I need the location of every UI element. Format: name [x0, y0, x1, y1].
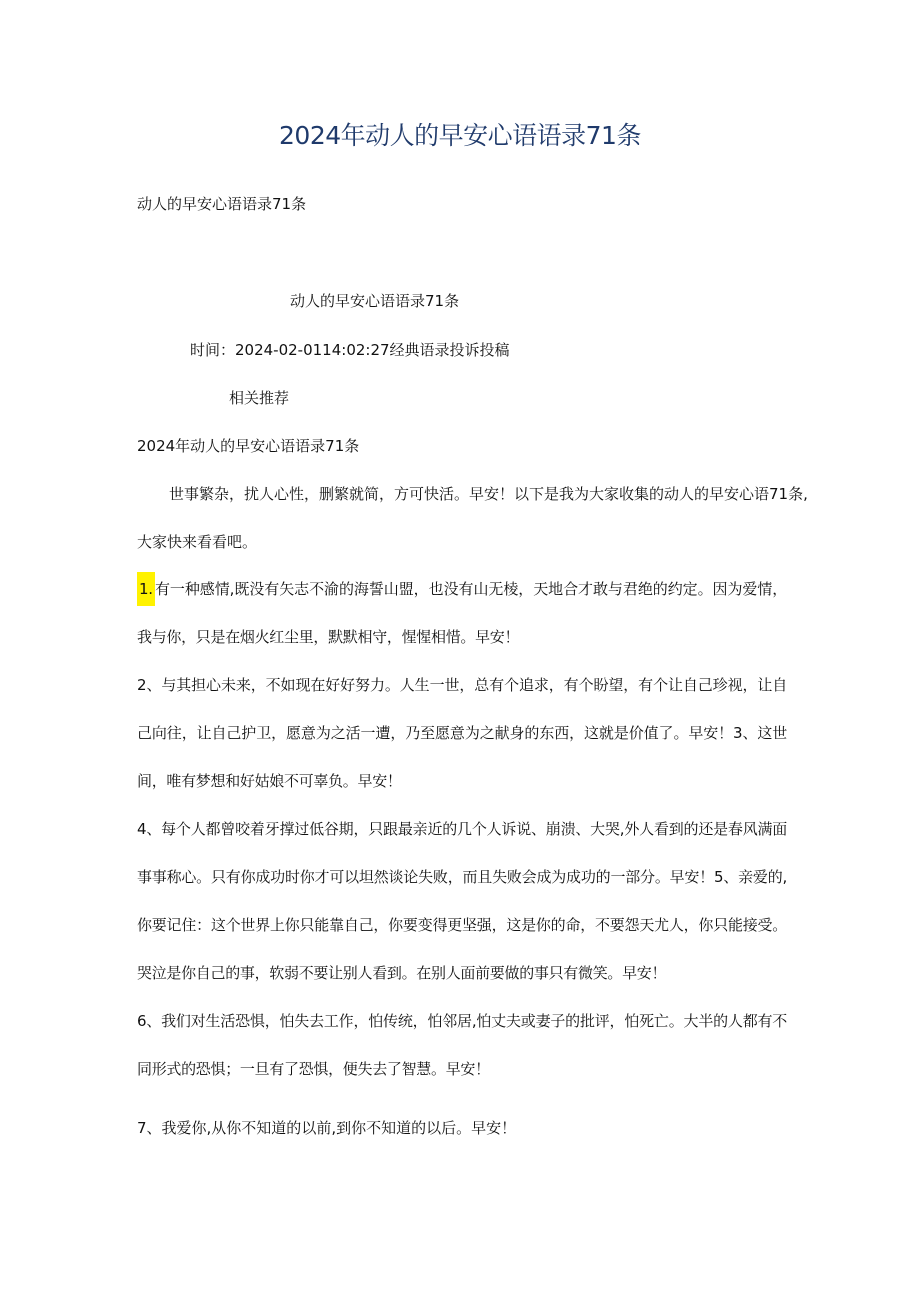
intro-paragraph-end: 大家快来看看吧。	[137, 533, 258, 551]
highlight-marker: 1.	[137, 572, 155, 606]
article-meta: 时间：2024-02-0114:02:27经典语录投诉投稿	[190, 341, 510, 359]
quote-2: 2、与其担心未来，不如现在好好努力。人生一世，总有个追求，有个盼望，有个让自己珍视，让自己向往，让自己护卫，愿意为之活一遭，乃至愿意为之献身的东西，这就是价值了。早安！3、这世间，唯有梦想和好姑娘不可辜负。早安！	[137, 676, 787, 790]
quote-1-text: 有一种感情,既没有矢志不渝的海誓山盟，也没有山无棱，天地合才敢与君绝的约定。因为爱情，我与你，只是在烟火红尘里，默默相守，惺惺相惜。早安！	[137, 580, 787, 646]
document-subtitle: 动人的早安心语语录71条	[137, 195, 307, 213]
quote-1	[137, 565, 787, 661]
article-title: 动人的早安心语语录71条	[290, 292, 460, 310]
related-heading: 相关推荐	[229, 389, 290, 407]
quote-4: 4、每个人都曾咬着牙撑过低谷期，只跟最亲近的几个人诉说、崩溃、大哭,外人看到的还是春风满面事事称心。只有你成功时你才可以坦然谈论失败，而且失败会成为成功的一部分。早安！5、亲爱的,你要记住：这个世界上你只能靠自己，你要变得更坚强，这是你的命，不要怨天尤人，你只能接受。哭泣是你自己的事，软弱不要让别人看到。在别人面前要做的事只有微笑。早安！	[137, 820, 787, 982]
quote-6: 6、我们对生活恐惧，怕失去工作，怕传统，怕邻居,怕丈夫或妻子的批评，怕死亡。大半的人都有不同形式的恐惧；一旦有了恐惧，便失去了智慧。早安！	[137, 1012, 787, 1078]
intro-paragraph: 世事繁杂，扰人心性，删繁就简，方可快活。早安！以下是我为大家收集的动人的早安心语71条,	[169, 485, 808, 503]
quote-7: 7、我爱你,从你不知道的以前,到你不知道的以后。早安！	[137, 1119, 517, 1137]
document-title: 2024年动人的早安心语语录71条	[279, 121, 641, 150]
section-title: 2024年动人的早安心语语录71条	[137, 437, 360, 455]
